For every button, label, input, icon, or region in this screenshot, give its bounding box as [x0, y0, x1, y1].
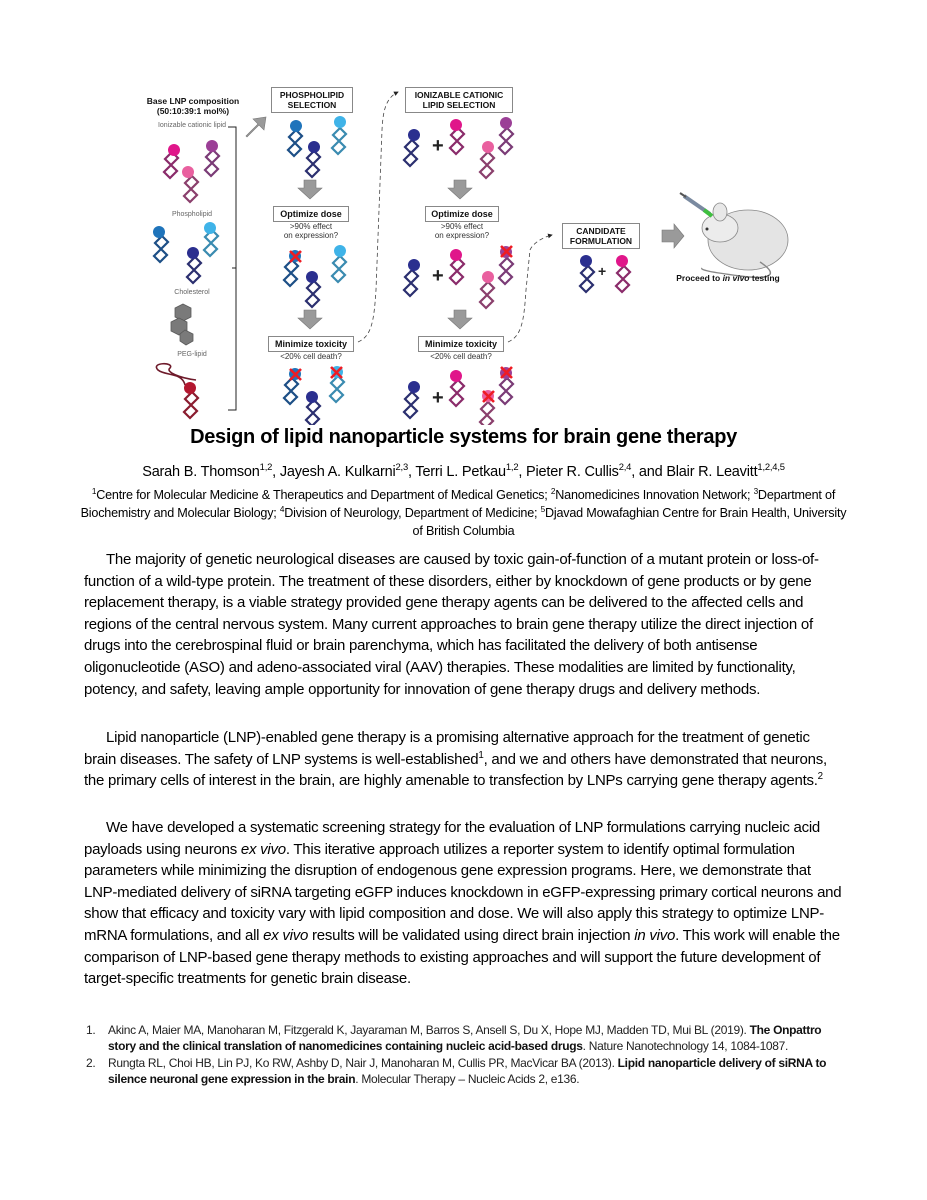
references [84, 1022, 846, 1088]
ionizable-row1 [404, 117, 513, 178]
dashed-connector-2 [508, 235, 552, 342]
candidate-line2: FORMULATION [569, 236, 633, 246]
arrow-right-icon [662, 224, 684, 248]
author: Blair R. Leavitt [666, 464, 758, 480]
toxicity-question-2: <20% cell death? [430, 352, 492, 361]
candidate-line1: CANDIDATE [576, 226, 626, 236]
author: Pieter R. Cullis [526, 464, 619, 480]
mouse-injection-icon [680, 193, 788, 277]
base-composition-title: Base LNP composition [146, 96, 240, 106]
proceed-in-vivo-label: Proceed to in vivo testing [676, 273, 780, 283]
cholesterol-icon [171, 304, 193, 345]
paragraph-1: The majority of genetic neurological diseases are caused by toxic gain-of-function of a mutant protein or loss-of-function of a wild-type protein. The treatment of these disorders, either by knockdown of gene products or by gene replacement therapy, is a viable strategy provided gene therapy agents can be delivered to the affected cells and regions of the central nervous system. Many current approaches to brain gene therapy utilize the direct injection of drugs into the cerebrospinal fluid or brain parenchyma, which has facilitated the delivery of both antisense oligonucleotide (ASO) and adeno-associated viral (AAV) therapies. These modalities are limited by functionality, potency, and safety, leaving ample opportunity for innovation of gene therapy drugs and delivery methods. [84, 551, 819, 698]
paragraph-2: Lipid nanoparticle (LNP)-enabled gene therapy is a promising alternative approach for the treatment of genetic brain diseases. The safety of LNP systems is well-established$^1$, and we and others have demonstrated that neurons, the primary cells of interest in the brain, are highly amenable to transfection by LNPs carrying gene therapy agents.$^2$ [84, 729, 827, 790]
label-peg-lipid: PEG-lipid [177, 351, 207, 358]
ionizable-selection-line1: IONIZABLE CATIONIC [414, 90, 504, 100]
ionizable-row2 [404, 246, 513, 308]
minimize-toxicity-box-2: Minimize toxicity [418, 336, 504, 352]
ionizable-lipid-pink-icon [182, 166, 198, 202]
arrow-down-icon [298, 180, 322, 199]
author-list: Sarah B. Thomson$^{1,2}$, Jayesh A. Kulkarni$^{2,3}$, Terri L. Petkau$^{1,2}$, Pieter R. Cullis$^{2,4}$, and Blair R. Leavitt$^{1,2,4,5}$ [142, 461, 785, 480]
arrow-diagonal-icon [246, 117, 266, 137]
dashed-connector-1 [358, 92, 398, 342]
reference-item: 1. Akinc A, Maier MA, Manoharan M, Fitzgerald K, Jayaraman M, Barros S, Ansell S, Du X, Hope MJ, Madden TD, Mui BL (2019). The Onpattro story and the clinical translation of nanomedicines containing nucleic acid-based drugs. Nature Nanotechnology 14, 1084-1087. [86, 1023, 822, 1053]
citation-1: 1 [478, 749, 484, 761]
phospholipid-selection-line2: SELECTION [287, 100, 337, 110]
phospholipid-row2 [284, 245, 346, 307]
phospholipid-lightblue-icon [204, 222, 218, 256]
arrow-down-icon [448, 310, 472, 329]
figure-lnp-screening-workflow [0, 0, 927, 425]
phospholipid-row3 [284, 366, 344, 425]
svg-text:+: + [432, 265, 444, 287]
dose-question-2a: >90% effect [440, 222, 484, 231]
label-ionizable-cationic-lipid: Ionizable cationic lipid [157, 122, 227, 129]
label-cholesterol: Cholesterol [174, 289, 210, 296]
arrow-down-icon [448, 180, 472, 199]
phospholipid-blue-icon [153, 226, 168, 262]
label-phospholipid: Phospholipid [171, 211, 213, 218]
optimize-dose-box-2: Optimize dose [425, 206, 499, 222]
base-composition-ratio: (50:10:39:1 mol%) [156, 106, 230, 116]
candidate-lipids [580, 255, 630, 292]
phospholipid-darkblue-icon [187, 247, 201, 283]
svg-text:+: + [432, 387, 444, 409]
ionizable-row3 [404, 367, 513, 425]
phospholipid-selection-box [271, 87, 353, 113]
phospholipid-row1 [288, 116, 346, 177]
dose-question-1b: on expression? [283, 231, 339, 240]
optimize-dose-box-1: Optimize dose [273, 206, 349, 222]
author: Sarah B. Thomson [142, 464, 260, 480]
dose-question-1a: >90% effect [289, 222, 333, 231]
paper-title: Design of lipid nanoparticle systems for brain gene therapy [190, 426, 737, 448]
arrow-down-icon [298, 310, 322, 329]
paragraph-3: We have developed a systematic screening strategy for the evaluation of LNP formulations carrying nucleic acid payloads using neurons ex vivo. This iterative approach utilizes a reporter system to identify optimal formulation parameters while minimizing the disruption of endogenous gene expression programs. Here, we demonstrate that LNP-mediated delivery of siRNA targeting eGFP induces knockdown in eGFP-expressing primary cortical neurons and show that efficacy and toxicity vary with lipid composition and dose. We will also apply this strategy to optimize LNP-mRNA formulations, and all ex vivo results will be validated using direct brain injection in vivo. This work will enable the comparison of LNP-based gene therapy methods to existing approaches and will support the future development of target-specific treatments for genetic brain disease. [84, 819, 842, 988]
candidate-formulation-box [562, 223, 640, 249]
toxicity-question-1: <20% cell death? [280, 352, 342, 361]
svg-text:+: + [598, 263, 607, 279]
affiliations: $^1$Centre for Molecular Medicine & Therapeutics and Department of Medical Genetics; $^2$Nanomedicines Innovation Network; $^3$Department of Biochemistry and Molecular Biology; $^4$Division of Neurology, Department of Medicine; $^5$Djavad Mowafaghian Centre for Brain Health, University of British Columbia [80, 486, 847, 538]
svg-text:+: + [432, 135, 444, 157]
dose-question-2b: on expression? [434, 231, 490, 240]
peg-lipid-icon [156, 364, 198, 418]
phospholipid-selection-line1: PHOSPHOLIPID [279, 90, 345, 100]
reference-item: 2. Rungta RL, Choi HB, Lin PJ, Ko RW, Ashby D, Nair J, Manoharan M, Cullis PR, MacVicar BA (2013). Lipid nanoparticle delivery of siRNA to silence neuronal gene expression in the brain. Molecular Therapy – Nucleic Acids 2, e136. [86, 1056, 827, 1086]
ionizable-lipid-purple-icon [205, 140, 219, 176]
ionizable-selection-box [405, 87, 513, 113]
author: Terri L. Petkau [415, 464, 506, 480]
citation-2: 2 [817, 771, 823, 783]
minimize-toxicity-box-1: Minimize toxicity [268, 336, 354, 352]
ionizable-selection-line2: LIPID SELECTION [422, 100, 496, 110]
ionizable-lipid-magenta-icon [164, 144, 180, 178]
author: Jayesh A. Kulkarni [279, 464, 396, 480]
